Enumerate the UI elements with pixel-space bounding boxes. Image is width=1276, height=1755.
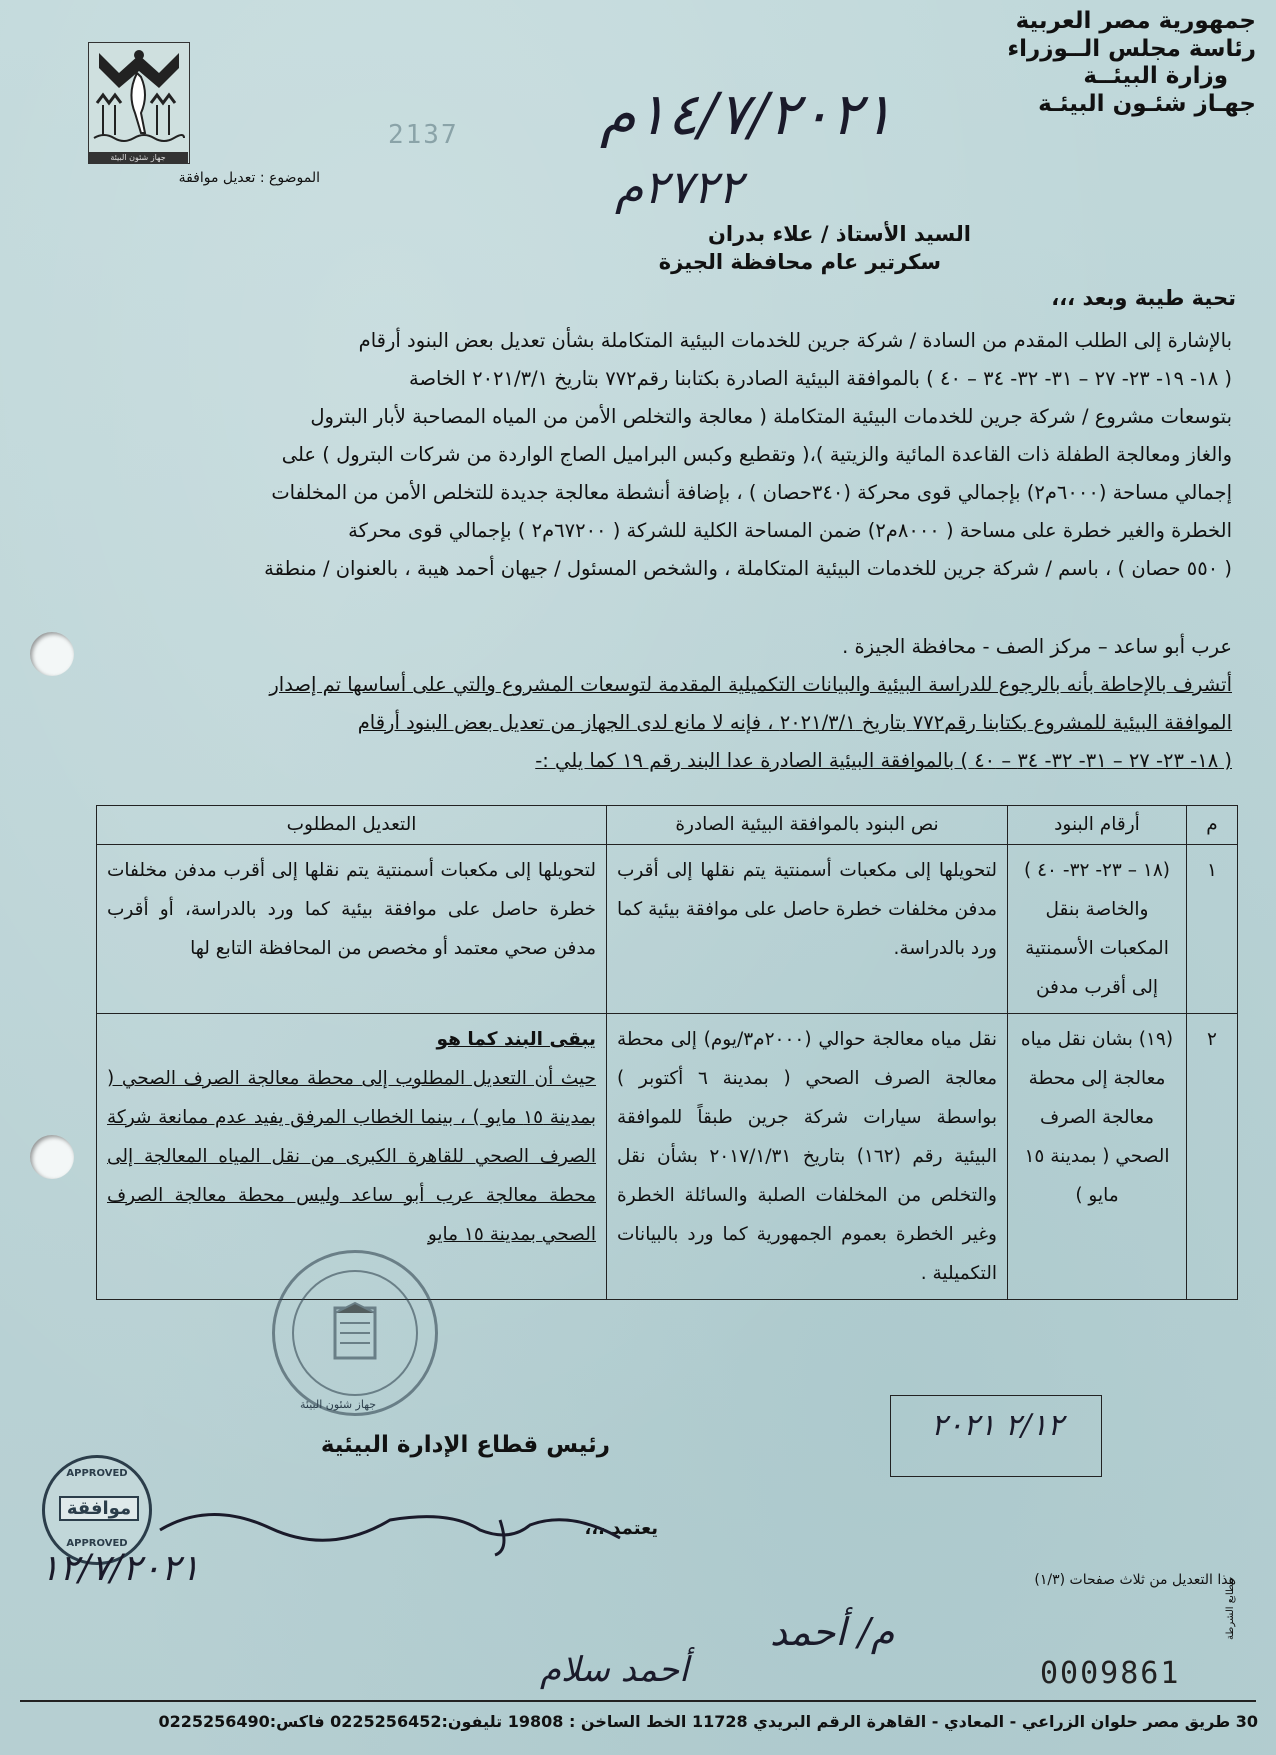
table-header-row bbox=[97, 806, 1238, 845]
body-line-underlined: أتشرف بالإحاطة بأنه بالرجوع للدراسة البيئية والبيانات التكميلية المقدمة لتوسعات المشروع والتي على أساسها تم إصدار bbox=[269, 673, 1232, 696]
body-line: إجمالي مساحة (٦٠٠٠م٢) بإجمالي قوى محركة (٣٤٠حصان ) ، بإضافة أنشطة معالجة جديدة للتخلص الأمن من المخلفات bbox=[271, 481, 1232, 504]
agency-logo bbox=[88, 42, 190, 164]
signatory-title: رئيس قطاع الإدارة البيئية bbox=[320, 1432, 610, 1458]
footer-rule bbox=[20, 1700, 1256, 1702]
footer-address: 30 طريق مصر حلوان الزراعي - المعادي - القاهرة الرقم البريدي 11728 الخط الساخن : 19808 تليفون:0225256452 فاكس:0225256490 bbox=[158, 1712, 1258, 1731]
col-header-serial: م bbox=[1187, 806, 1238, 845]
stamp-bottom-text: APPROVED bbox=[66, 1538, 128, 1549]
faint-stamp-number: 2137 bbox=[388, 120, 459, 150]
initials-handwriting: ٢/١٢ ٢٠٢١ bbox=[931, 1408, 1064, 1443]
requested-text: حيث أن التعديل المطلوب إلى محطة معالجة الصرف الصحي ( بمدينة ١٥ مايو ) ، بينما الخطاب المرفق يفيد عدم ممانعة شركة الصرف الصحي للقاهرة الكبرى من نقل المياه المعالجة إلى محطة معالجة عرب أبو ساعد وليس محطة معالجة الصرف الصحي بمدينة ١٥ مايو bbox=[107, 1068, 596, 1245]
stamp-top-text: APPROVED bbox=[66, 1468, 128, 1479]
initials-box bbox=[890, 1395, 1102, 1477]
handwritten-note: أحمد سلام bbox=[540, 1650, 689, 1690]
eagle-seal-icon bbox=[275, 1253, 435, 1413]
official-seal bbox=[272, 1250, 438, 1416]
pages-note: هذا التعديل من ثلاث صفحات (١/٣) bbox=[1034, 1572, 1236, 1588]
greeting: تحية طيبة وبعد ،،، bbox=[1051, 286, 1236, 310]
body-line: عرب أبو ساعد – مركز الصف - محافظة الجيزة . bbox=[842, 635, 1232, 658]
letterhead-agency: جهـاز شئـون البيئـة bbox=[1038, 90, 1256, 117]
logo-caption: جهاز شئون البيئة bbox=[88, 152, 188, 164]
addressee-name: السيد الأستاذ / علاء بدران bbox=[707, 222, 971, 246]
punch-hole-bottom bbox=[30, 1135, 74, 1179]
stamp-approve-text: موافقة bbox=[59, 1496, 139, 1521]
printer-mark: مطابع الشرطة bbox=[1225, 1578, 1236, 1640]
handwritten-date: ١٤/٧/٢٠٢١م bbox=[600, 80, 894, 148]
body-line-underlined: الموافقة البيئية للمشروع بكتابنا رقم٧٧٢ بتاريخ ٢٠٢١/٣/١ ، فإنه لا مانع لدى الجهاز من تعديل بعض البنود أرقام bbox=[357, 711, 1232, 734]
approval-handwritten-date: ١٢/٧/٢٠٢١ bbox=[40, 1548, 200, 1589]
col-header-items: أرقام البنود bbox=[1008, 806, 1187, 845]
row-serial: ١ bbox=[1187, 845, 1238, 1014]
requested-title: يبقى البند كما هو bbox=[436, 1029, 596, 1050]
body-line: بالإشارة إلى الطلب المقدم من السادة / شركة جرين للخدمات البيئية المتكاملة بشأن تعديل بعض البنود أرقام bbox=[358, 329, 1232, 352]
body-line: والغاز ومعالجة الطفلة ذات القاعدة المائية والزيتية )،( وتقطيع وكبس البراميل الصاج الواردة من شركات البترول ) على bbox=[281, 443, 1232, 466]
signature-scribble-icon bbox=[150, 1480, 670, 1560]
row-items: (١٩) بشان نقل مياه معالجة إلى محطة معالجة الصرف الصحي ( بمدينة ١٥ مايو ) bbox=[1008, 1014, 1187, 1300]
body-line: بتوسعات مشروع / شركة جرين للخدمات البيئية المتكاملة ( معالجة والتخلص الأمن من المياه المصاحبة لأبار البترول bbox=[310, 405, 1232, 428]
amendment-table bbox=[96, 805, 1238, 1300]
body-line: ( ١٨- ١٩- ٢٣- ٢٧ – ٣١- ٣٢- ٣٤ – ٤٠ ) بالموافقة البيئية الصادرة بكتابنا رقم٧٧٢ بتاريخ ٢٠٢١/٣/١ الخاصة bbox=[409, 367, 1232, 390]
stork-logo-icon bbox=[89, 43, 189, 153]
col-header-original: نص البنود بالموافقة البيئية الصادرة bbox=[607, 806, 1008, 845]
body-line: الخطرة والغير خطرة على مساحة ( ٨٠٠٠م٢) ضمن المساحة الكلية للشركة ( ٦٧٢٠٠م٢ ) بإجمالي قوى محركة bbox=[348, 519, 1232, 542]
row-items: (١٨ – ٢٣- ٣٢- ٤٠ ) والخاصة بنقل المكعبات الأسمنتية إلى أقرب مدفن bbox=[1008, 845, 1187, 1014]
table-row bbox=[97, 845, 1238, 1014]
letterhead-country: جمهورية مصر العربية bbox=[1015, 8, 1256, 34]
letterhead bbox=[956, 8, 1256, 118]
table-row bbox=[97, 1014, 1238, 1300]
letterhead-ministry: وزارة البيئــة bbox=[1083, 63, 1228, 90]
letterhead-cabinet: رئاسة مجلس الــوزراء bbox=[1007, 35, 1256, 62]
serial-number: 0009861 bbox=[1040, 1656, 1181, 1691]
row-requested-text: لتحويلها إلى مكعبات أسمنتية يتم نقلها إلى أقرب مدفن مخلفات خطرة حاصل على موافقة بيئية كما ورد بالدراسة، أو أقرب مدفن صحي معتمد أو مخصص من المحافظة التابع لها bbox=[97, 845, 607, 1014]
approval-label: يعتمد ،،، bbox=[584, 1518, 658, 1539]
seal-text: جهاز شئون البيئة bbox=[300, 1398, 377, 1411]
body-line: ( ٥٥٠ حصان ) ، باسم / شركة جرين للخدمات البيئية المتكاملة ، والشخص المسئول / جيهان أحمد هيبة ، بالعنوان / منطقة bbox=[264, 557, 1232, 580]
handwritten-reference: ٢٧٢٢م bbox=[615, 160, 743, 214]
row-original-text: نقل مياه معالجة حوالي (٢٠٠٠م٣/يوم) إلى محطة معالجة الصرف الصحي ( بمدينة ٦ أكتوبر ) بواسطة سيارات شركة جرين طبقاً للموافقة البيئية رقم (١٦٢) بتاريخ ٢٠١٧/١/٣١ بشأن نقل والتخلص من المخلفات الصلبة والسائلة الخطرة وغير الخطرة بعموم الجمهورية كما ورد بالبيانات التكميلية . bbox=[607, 1014, 1008, 1300]
body-line-underlined: ( ١٨- ٢٣- ٢٧ – ٣١- ٣٢- ٣٤ – ٤٠ ) بالموافقة البيئية الصادرة عدا البند رقم ١٩ كما يلي :- bbox=[535, 749, 1232, 772]
col-header-requested: التعديل المطلوب bbox=[97, 806, 607, 845]
row-original-text: لتحويلها إلى مكعبات أسمنتية يتم نقلها إلى أقرب مدفن مخلفات خطرة حاصل على موافقة بيئية كما ورد بالدراسة. bbox=[607, 845, 1008, 1014]
row-serial: ٢ bbox=[1187, 1014, 1238, 1300]
subject-line: الموضوع : تعديل موافقة bbox=[178, 170, 320, 186]
handwritten-note: م/ أحمد bbox=[770, 1610, 895, 1654]
addressee-title: سكرتير عام محافظة الجيزة bbox=[658, 250, 941, 274]
